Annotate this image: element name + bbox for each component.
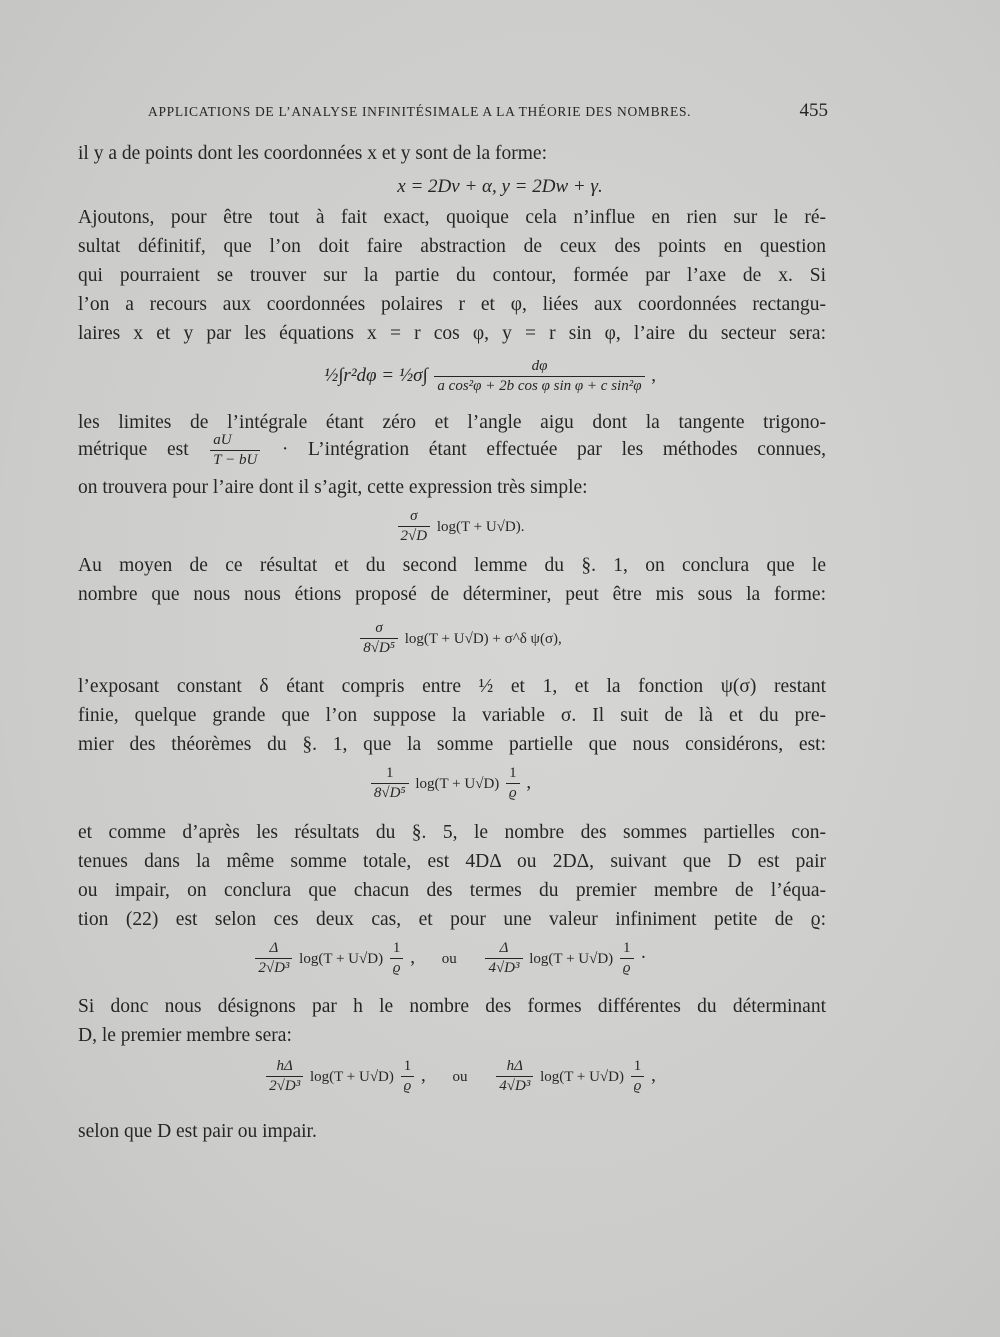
eq6a-rho-numerator: 1 xyxy=(390,940,404,959)
eq4-tail: log(T + U√D) + σ^δ ψ(σ), xyxy=(404,630,562,647)
eq6b-rho-numerator: 1 xyxy=(620,940,634,959)
eq2-denominator: a cos²φ + 2b cos φ sin φ + c sin²φ xyxy=(437,378,642,394)
text-line: Si donc nous désignons par h le nombre des formes différentes du déterminant xyxy=(78,996,826,1017)
eq2-tail: , xyxy=(651,364,657,386)
paragraph-6 xyxy=(78,818,826,934)
eq5-tail: , xyxy=(526,771,532,793)
eq6a-tail: , xyxy=(410,946,415,968)
eq7-ou: ou xyxy=(452,1068,468,1085)
eq5-fraction xyxy=(371,765,409,802)
eq2-fraction xyxy=(434,358,644,395)
paragraph-3c xyxy=(78,473,826,502)
equation-7 xyxy=(0,1058,960,1095)
text-line: tenues dans la même somme totale, est 4DΔ ou 2DΔ, suivant que D est pair xyxy=(78,851,826,872)
eq7a-tail: , xyxy=(421,1064,426,1086)
tangent-fraction xyxy=(210,432,260,469)
eq6b-rho-fraction xyxy=(620,940,634,977)
eq3-denominator: 2√D xyxy=(400,528,428,544)
eq7b-denominator: 4√D³ xyxy=(499,1078,531,1094)
eq5-rho-fraction xyxy=(506,765,520,802)
eq3-tail: log(T + U√D). xyxy=(436,518,525,535)
eq5-numerator: 1 xyxy=(371,765,409,784)
eq7b-rho-fraction xyxy=(631,1058,645,1095)
text-line: Ajoutons, pour être tout à fait exact, quoique cela n’influe en rien sur le ré- xyxy=(78,207,826,228)
p3b-pre: métrique est xyxy=(78,439,189,460)
running-header xyxy=(148,100,828,121)
eq6b-log: log(T + U√D) xyxy=(529,950,614,967)
eq7b-log: log(T + U√D) xyxy=(540,1068,624,1085)
text-line: nombre que nous nous étions proposé de déterminer, peut être mis sous la forme: xyxy=(78,584,826,605)
p3b-post: · L’intégration étant effectuée par les méthodes connues, xyxy=(281,439,827,460)
eq2-lhs: ½∫r²dφ = ½σ∫ xyxy=(323,364,428,386)
eq4-numerator: σ xyxy=(360,620,398,639)
eq5-denominator: 8√D⁵ xyxy=(373,785,406,801)
paragraph-4 xyxy=(78,551,826,609)
eq7b-fraction xyxy=(496,1058,533,1095)
eq7b-numerator: hΔ xyxy=(496,1058,533,1077)
eq3-numerator: σ xyxy=(398,508,431,527)
text-line: D, le premier membre sera: xyxy=(78,1025,292,1046)
eq6b-tail: · xyxy=(640,946,647,968)
equation-6 xyxy=(0,940,950,977)
eq5-rho-numerator: 1 xyxy=(506,765,520,784)
text-line: selon que D est pair ou impair. xyxy=(78,1121,317,1142)
equation-1: x = 2Dv + α, y = 2Dw + γ. xyxy=(397,176,603,197)
eq4-fraction xyxy=(360,620,398,657)
eq6a-numerator: Δ xyxy=(255,940,292,959)
equation-3 xyxy=(0,508,960,545)
eq6a-log: log(T + U√D) xyxy=(299,950,384,967)
paragraph-2 xyxy=(78,203,826,348)
text-line: l’exposant constant δ étant compris entre ½ et 1, et la fonction ψ(σ) restant xyxy=(78,676,826,697)
text-line: les limites de l’intégrale étant zéro et l’angle aigu dont la tangente trigono- xyxy=(78,412,826,433)
text-line: ou impair, on conclura que chacun des termes du premier membre de l’équa- xyxy=(78,880,826,901)
tangent-denominator: T − bU xyxy=(213,452,258,469)
eq6a-rho-denominator: ϱ xyxy=(392,960,401,976)
eq7b-tail: , xyxy=(651,1064,656,1086)
paragraph-3b xyxy=(78,430,826,470)
eq6b-fraction xyxy=(485,940,522,977)
text-line: laires x et y par les équations x = r cos φ, y = r sin φ, l’aire du secteur sera: xyxy=(78,323,826,344)
eq7a-denominator: 2√D³ xyxy=(269,1078,301,1094)
eq7b-rho-numerator: 1 xyxy=(631,1058,645,1077)
paragraph-8 xyxy=(78,1117,826,1146)
text-line: finie, quelque grande que l’on suppose la variable σ. Il suit de là et du pre- xyxy=(78,705,826,726)
eq6b-rho-denominator: ϱ xyxy=(622,960,631,976)
eq2-numerator: dφ xyxy=(434,358,644,377)
running-title: APPLICATIONS DE L’ANALYSE INFINITÉSIMALE A LA THÉORIE DES NOMBRES. xyxy=(148,104,692,119)
tangent-numerator: aU xyxy=(210,432,260,451)
paragraph-7 xyxy=(78,992,826,1050)
page-number: 455 xyxy=(799,100,828,121)
eq5-log: log(T + U√D) xyxy=(415,775,500,792)
eq6-ou: ou xyxy=(441,950,457,967)
eq4-denominator: 8√D⁵ xyxy=(363,640,395,656)
eq7a-numerator: hΔ xyxy=(266,1058,303,1077)
eq6a-rho-fraction xyxy=(390,940,404,977)
eq7a-rho-numerator: 1 xyxy=(401,1058,415,1077)
eq6a-fraction xyxy=(255,940,292,977)
text-line: et comme d’après les résultats du §. 5, le nombre des sommes partielles con- xyxy=(78,822,826,843)
text-line: il y a de points dont les coordonnées x et y sont de la forme: xyxy=(78,143,547,164)
eq5-rho-denominator: ϱ xyxy=(509,785,517,801)
eq6b-denominator: 4√D³ xyxy=(488,960,520,976)
eq7b-rho-denominator: ϱ xyxy=(633,1078,642,1094)
eq3-fraction xyxy=(398,508,431,545)
text-line: Au moyen de ce résultat et du second lemme du §. 1, on conclura que le xyxy=(78,555,826,576)
equation-5 xyxy=(0,765,950,802)
equation-4 xyxy=(0,620,960,657)
eq7a-fraction xyxy=(266,1058,303,1095)
equation-2 xyxy=(0,358,990,395)
eq6b-numerator: Δ xyxy=(485,940,522,959)
eq7a-rho-denominator: ϱ xyxy=(403,1078,412,1094)
text-line: tion (22) est selon ces deux cas, et pour une valeur infiniment petite de ϱ: xyxy=(78,909,826,930)
eq6a-denominator: 2√D³ xyxy=(258,960,290,976)
text-line: mier des théorèmes du §. 1, que la somme partielle que nous considérons, est: xyxy=(78,734,826,755)
text-line: l’on a recours aux coordonnées polaires r et φ, liées aux coordonnées rectangu- xyxy=(78,294,826,315)
text-line: sultat définitif, que l’on doit faire abstraction de ceux des points en question xyxy=(78,236,826,257)
eq7a-rho-fraction xyxy=(401,1058,415,1095)
eq7a-log: log(T + U√D) xyxy=(309,1068,394,1085)
text-line-fraction xyxy=(78,430,826,470)
paragraph-5 xyxy=(78,672,826,759)
text-line: on trouvera pour l’aire dont il s’agit, cette expression très simple: xyxy=(78,477,588,498)
paragraph-1 xyxy=(78,139,826,168)
text-line: qui pourraient se trouver sur la partie du contour, formée par l’axe de x. Si xyxy=(78,265,826,286)
